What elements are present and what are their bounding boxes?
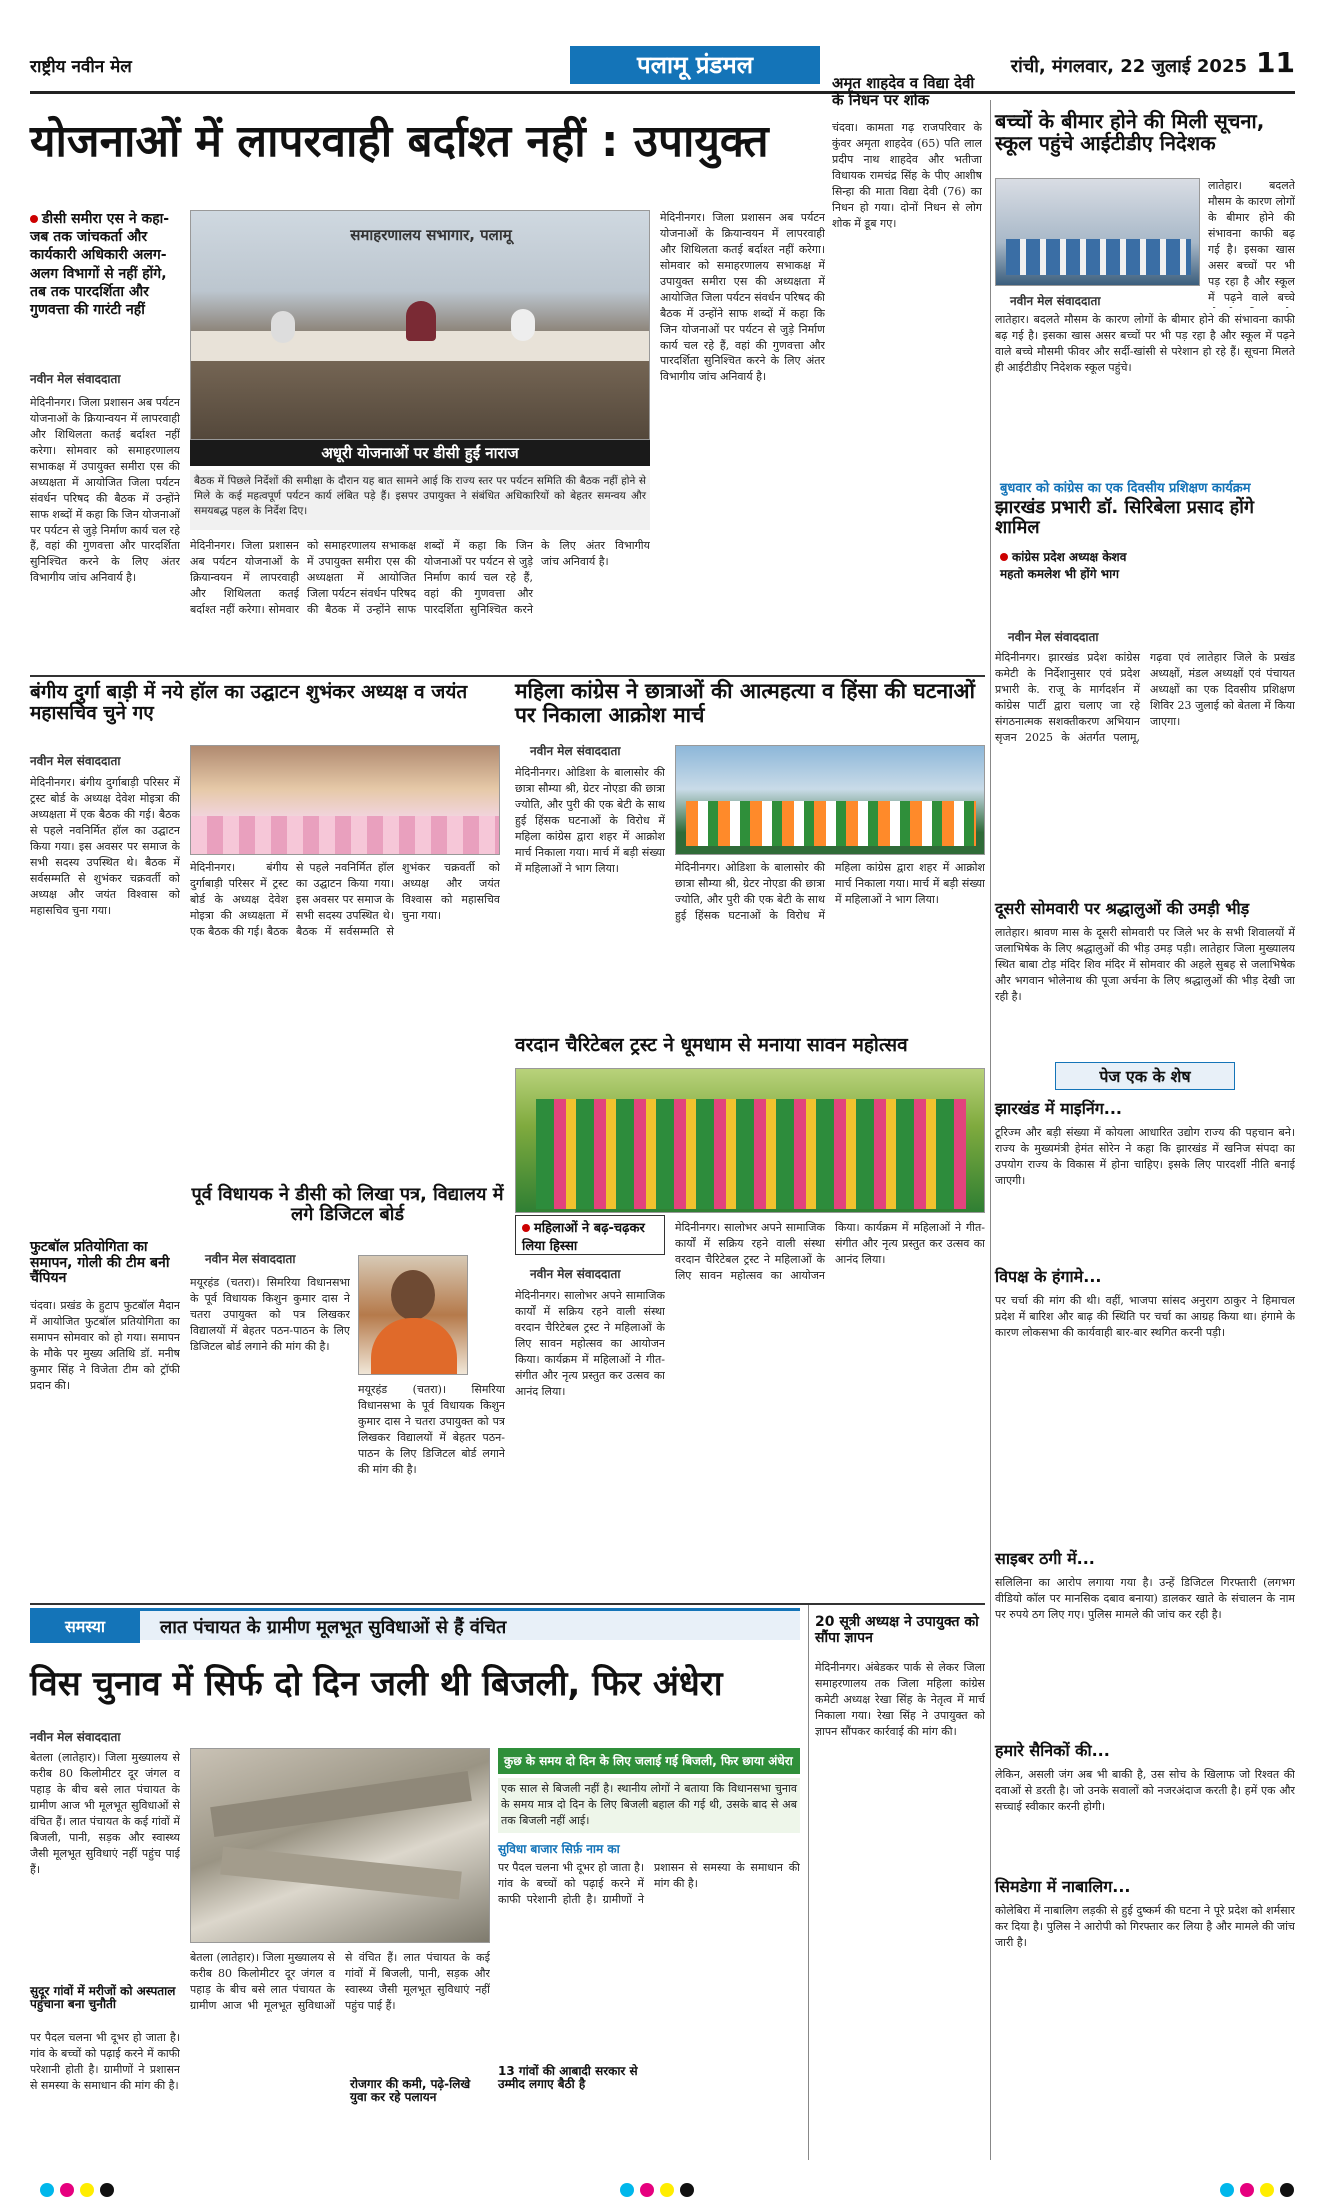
durga-body-2-text: मेदिनीनगर। बंगीय दुर्गाबाड़ी परिसर में ट्रस्ट बोर्ड के अध्यक्ष देवेश मोइत्रा की अध्यक्षता में एक बैठक की गई। बैठक से पहले नवनिर्मित हॉल का उद्घाटन किया गया। इस अवसर पर समाज के सभी सदस्य उपस्थित थे। बैठक में सर्वसम्मति से शुभंकर चक्रवर्ती को अध्यक्ष और जयंत विश्वास को महासचिव चुना गया।	[190, 861, 500, 938]
masthead	[30, 44, 1295, 94]
congress-deck-text: कांग्रेस प्रदेश अध्यक्ष केशव महतो कमलेश भी होंगे भाग	[1000, 550, 1127, 581]
durga-photo	[190, 745, 500, 855]
obituary-headline: अमृत शाहदेव व विद्या देवी के निधन पर शोक	[832, 74, 975, 109]
mining-body: टूरिज्म और बड़ी संख्या में कोयला आधारित उद्योग राज्य की पहचान बने। राज्य के मुख्यमंत्री हेमंत सोरेन ने कहा कि झारखंड में खनिज संपदा का उपयोग राज्य के विकास में होना चाहिए। इसके लिए पारदर्शी नीति बनाई जाएगी।	[995, 1126, 1295, 1187]
congress-kicker: बुधवार को कांग्रेस का एक दिवसीय प्रशिक्षण कार्यक्रम	[1000, 481, 1251, 496]
samasya-body: बेतला (लातेहार)। जिला मुख्यालय से करीब 80 किलोमीटर दूर जंगल व पहाड़ के बीच बसे लात पंचायत के ग्रामीण आज भी मूलभूत सुविधाओं से वंचित हैं। लात पंचायत के कई गांवों में बिजली, पानी, सड़क और स्वास्थ्य जैसी मूलभूत सुविधाएं नहीं पहुंच पाई हैं।	[30, 1751, 180, 1876]
cyber-headline: साइबर ठगी में...	[995, 1549, 1095, 1568]
samasya-photo	[190, 1748, 490, 1943]
mahila-body: मेदिनीनगर। ओडिशा के बालासोर की छात्रा सौम्या श्री, ग्रेटर नोएडा की छात्रा ज्योति, और पुरी की एक बेटी के साथ हुई हिंसक घटनाओं के विरोध में महिला कांग्रेस द्वारा शहर में आक्रोश मार्च निकाला गया। मार्च में बड़ी संख्या में महिलाओं ने भाग लिया।	[515, 766, 665, 875]
simdega-body: कोलेबिरा में नाबालिग लड़की से हुई दुष्कर्म की घटना ने पूरे प्रदेश को शर्मसार कर दिया है। पुलिस ने आरोपी को गिरफ्तार कर लिया है और मामले की जांच जारी है।	[995, 1904, 1295, 1949]
children-body-side-text: लातेहार। बदलते मौसम के कारण लोगों के बीमार होने की संभावना काफी बढ़ गई है। इसका खास असर बच्चों पर भी पड़ रहा है और स्कूल में पढ़ने वाले बच्चे	[1208, 179, 1295, 304]
mla-byline: नवीन मेल संवाददाता	[205, 1252, 296, 1266]
durga-body-2	[190, 860, 500, 1050]
congress-headline: झारखंड प्रभारी डॉ. सिरिबेला प्रसाद होंगे शामिल	[995, 497, 1255, 539]
bullet-icon	[522, 1224, 530, 1232]
opposition-body: पर चर्चा की मांग की थी। वहीं, भाजपा सांसद अनुराग ठाकुर ने हिमाचल प्रदेश में बारिश और बाढ़ की स्थिति पर चर्चा का आग्रह किया था। हंगामे के कारण लोकसभा की कार्यवाही बार-बार स्थगित करनी पड़ी।	[995, 1294, 1295, 1339]
section-title: पलामू प्रंडमल	[570, 46, 820, 84]
sawan-tag-text: महिलाओं ने बढ़-चढ़कर लिया हिस्सा	[522, 1221, 645, 1254]
page-number: 11	[1256, 46, 1295, 79]
children-body-side	[1208, 178, 1295, 308]
lead-deck-text: डीसी समीरा एस ने कहा- जब तक जांचकर्ता और कार्यकारी अधिकारी अलग-अलग विभागों से नहीं होंगे, तब तक पारदर्शिता और गुणवत्ता की गारंटी नहीं	[30, 211, 170, 318]
page-one-rest-tag: पेज एक के शेष	[1055, 1062, 1235, 1090]
samasya-body-mid	[190, 1950, 490, 2070]
samasya-body-right-text: पर पैदल चलना भी दूभर हो जाता है। गांव के बच्चों को पढ़ाई करने में काफी परेशानी होती है। ग्रामीणों ने प्रशासन से समस्या के समाधान की मांग की है।	[498, 1861, 800, 1906]
children-headline: बच्चों के बीमार होने की मिली सूचना, स्कूल पहुंचे आईटीडीए निदेशक	[995, 109, 1265, 156]
samasya-byline: नवीन मेल संवाददाता	[30, 1730, 121, 1744]
samasya-sub1: सुदूर गांवों में मरीजों को अस्पताल पहुंचाना बना चुनौती	[30, 1984, 176, 2012]
samasya-body-right	[498, 1860, 800, 2060]
sawan-tag	[515, 1215, 665, 1255]
mla-body-2-text: मयूरहंड (चतरा)। सिमरिया विधानसभा के पूर्व विधायक किशुन कुमार दास ने चतरा उपायुक्त को पत्र लिखकर विद्यालयों में बेहतर पठन-पाठन के लिए डिजिटल बोर्ड लगाने की मांग की है।	[358, 1383, 505, 1476]
paper-name: राष्ट्रीय नवीन मेल	[30, 57, 132, 77]
sawan-photo	[515, 1068, 985, 1213]
simdega-headline: सिमडेगा में नाबालिग...	[995, 1877, 1131, 1896]
durga-headline: बंगीय दुर्गा बाड़ी में नये हॉल का उद्घाटन शुभंकर अध्यक्ष व जयंत महासचिव चुने गए	[30, 681, 468, 725]
photo-banner: समाहरणालय सभागार, पलामू	[350, 226, 512, 244]
samasya-headline: विस चुनाव में सिर्फ दो दिन जली थी बिजली, फिर अंधेरा	[30, 1664, 723, 1704]
mla-photo	[358, 1255, 468, 1375]
football-headline: फुटबॉल प्रतियोगिता का समापन, गोली की टीम बनी चैंपियन	[30, 1239, 170, 1287]
opposition-headline: विपक्ष के हंगामे...	[995, 1267, 1102, 1286]
samasya-tag: समस्या	[30, 1611, 140, 1643]
samasya-body-lower-text: पर पैदल चलना भी दूभर हो जाता है। गांव के बच्चों को पढ़ाई करने में काफी परेशानी होती है। ग्रामीणों ने प्रशासन से समस्या के समाधान की मांग की है।	[30, 2031, 180, 2092]
bullet-icon	[30, 215, 38, 223]
football-body: चंदवा। प्रखंड के हुटाप फुटबॉल मैदान में आयोजित फुटबॉल प्रतियोगिता का समापन सोमवार को हो गया। समापन के मौके पर मुख्य अतिथि डॉ. मनीष कुमार सिंह ने विजेता टीम को ट्रॉफी प्रदान की।	[30, 1299, 180, 1392]
lead-deck	[30, 210, 170, 319]
lead-body-right-text: मेदिनीनगर। जिला प्रशासन अब पर्यटन योजनाओं के क्रियान्वयन में लापरवाही और शिथिलता कतई बर्दाश्त नहीं करेगा। सोमवार को समाहरणालय सभाकक्ष में उपायुक्त समीरा एस की अध्यक्षता में आयोजित जिला पर्यटन संवर्धन परिषद की बैठक में उन्होंने साफ शब्दों में कहा कि जिन योजनाओं पर पर्यटन से जुड़े निर्माण कार्य चल रहे हैं, वहां की गुणवत्ता और पारदर्शिता सुनिश्चित करने के लिए अंतर विभागीय जांच अनिवार्य है।	[660, 211, 825, 384]
sawan-body: मेदिनीनगर। सालोभर अपने सामाजिक कार्यों में सक्रिय रहने वाली संस्था वरदान चैरिटेबल ट्रस्ट ने महिलाओं के लिए सावन महोत्सव का आयोजन किया। कार्यक्रम में महिलाओं ने गीत-संगीत और नृत्य प्रस्तुत कर उत्सव का आनंद लिया।	[515, 1289, 665, 1398]
lead-body-cols	[190, 538, 650, 668]
lead-caption-text: बैठक में पिछले निर्देशों की समीक्षा के दौरान यह बात सामने आई कि राज्य स्तर पर पर्यटन समिति की बैठक नहीं होने से मिले के कई महत्वपूर्ण पर्यटन कार्य लंबित पड़े हैं। इसपर उपायुक्त ने संबंधित अधिकारियों को बेहतर समन्वय और समयबद्ध पहल के निर्देश दिए।	[190, 470, 650, 530]
section-rule	[30, 1603, 985, 1605]
children-byline: नवीन मेल संवाददाता	[1010, 294, 1101, 308]
lead-body: मेदिनीनगर। जिला प्रशासन अब पर्यटन योजनाओं के क्रियान्वयन में लापरवाही और शिथिलता कतई बर्दाश्त नहीं करेगा। सोमवार को समाहरणालय सभाकक्ष में उपायुक्त समीरा एस की अध्यक्षता में आयोजित जिला पर्यटन संवर्धन परिषद की बैठक में उन्होंने साफ शब्दों में कहा कि जिन योजनाओं पर पर्यटन से जुड़े निर्माण कार्य चल रहे हैं, वहां की गुणवत्ता और पारदर्शिता सुनिश्चित करने के लिए अंतर विभागीय जांच अनिवार्य है।	[30, 396, 180, 585]
twenty-points-body: मेदिनीनगर। अंबेडकर पार्क से लेकर जिला समाहरणालय तक जिला महिला कांग्रेस कमेटी अध्यक्ष रेखा सिंह के नेतृत्व में मार्च निकाला गया। रेखा सिंह ने उपायुक्त को ज्ञापन सौंपकर कार्रवाई की मांग की।	[815, 1661, 985, 1738]
mla-headline: पूर्व विधायक ने डीसी को लिखा पत्र, विद्यालय में लगे डिजिटल बोर्ड	[191, 1184, 504, 1226]
shravan-headline: दूसरी सोमवारी पर श्रद्धालुओं की उमड़ी भीड़	[995, 899, 1250, 918]
lead-headline: योजनाओं में लापरवाही बर्दाश्त नहीं : उपायुक्त	[30, 116, 769, 167]
samasya-sub2: रोजगार की कमी, पढ़े-लिखे युवा कर रहे पलायन	[350, 2077, 471, 2105]
children-photo	[995, 178, 1200, 286]
mahila-body-2	[675, 860, 985, 1025]
sawan-body-2	[675, 1220, 985, 1600]
samasya-kicker: लात पंचायत के ग्रामीण मूलभूत सुविधाओं से हैं वंचित	[160, 1617, 507, 1638]
sawan-headline: वरदान चैरिटेबल ट्रस्ट ने धूमधाम से मनाया सावन महोत्सव	[515, 1034, 908, 1056]
congress-body: मेदिनीनगर। झारखंड प्रदेश कांग्रेस कमेटी के निर्देशानुसार एवं प्रदेश प्रभारी के. राजू के मार्गदर्शन में कांग्रेस पार्टी द्वारा चलाए जा रहे संगठनात्मक सशक्तीकरण अभियान सृजन 2025 के अंतर्गत पलामू, गढ़वा एवं लातेहार जिले के प्रखंड अध्यक्षों, मंडल अध्यक्षों एवं पंचायत अध्यक्षों का एक दिवसीय प्रशिक्षण शिविर 23 जुलाई को बेतला में किया जाएगा।	[995, 651, 1295, 744]
color-registration-marks	[0, 2175, 1325, 2205]
cyber-body: सलिलिना का आरोप लगाया गया है। उन्हें डिजिटल गिरफ्तारी (लगभग वीडियो कॉल पर मानसिक दबाव बनाया) डालकर खाते के संचालन के नाम पर रुपये ठग लिए गए। पुलिस मामले की जांच कर रही है।	[995, 1576, 1295, 1621]
mining-headline: झारखंड में माइनिंग...	[995, 1099, 1122, 1118]
samasya-band	[30, 1608, 800, 1640]
mla-body-2	[358, 1382, 505, 1600]
mahila-body-2-text: मेदिनीनगर। ओडिशा के बालासोर की छात्रा सौम्या श्री, ग्रेटर नोएडा की छात्रा ज्योति, और पुरी की एक बेटी के साथ हुई हिंसक घटनाओं के विरोध में महिला कांग्रेस द्वारा शहर में आक्रोश मार्च निकाला गया। मार्च में बड़ी संख्या में महिलाओं ने भाग लिया।	[675, 861, 985, 922]
samasya-photo-caption: कुछ के समय दो दिन के लिए जलाई गई बिजली, फिर छाया अंधेरा	[498, 1748, 800, 1774]
obituary-body: चंदवा। कामता गढ़ राजपरिवार के कुंवर अमृता शाहदेव (65) पति लाल प्रदीप नाथ शाहदेव और भतीजा विधायक रामचंद्र सिंह के पीए आशीष सिन्हा की माता विद्या देवी (76) का निधन हो गया। दोनों निधन से लोग शोक में डूब गए।	[832, 121, 982, 230]
mahila-byline: नवीन मेल संवाददाता	[530, 744, 621, 758]
soldiers-body: लेकिन, असली जंग अब भी बाकी है, उस सोच के खिलाफ जो रिश्वत की दवाओं से डरती है। जो उनके सवालों को नजरअंदाज करती है। हमें एक और सच्चाई स्वीकार करनी होगी।	[995, 1768, 1295, 1813]
column-rule	[990, 100, 991, 2160]
samasya-body2: एक साल से बिजली नहीं है। स्थानीय लोगों ने बताया कि विधानसभा चुनाव के समय मात्र दो दिन के लिए बिजली बहाल की गई थी, उसके बाद से अब तक बिजली नहीं आई।	[498, 1778, 800, 1833]
lead-photo	[190, 210, 650, 440]
sawan-byline: नवीन मेल संवाददाता	[530, 1267, 621, 1281]
samasya-sub-market: सुविधा बाजार सिर्फ़ नाम का	[498, 1842, 620, 1856]
mahila-headline: महिला कांग्रेस ने छात्राओं की आत्महत्या व हिंसा की घटनाओं पर निकाला आक्रोश मार्च	[515, 679, 975, 727]
samasya-body-mid-text: बेतला (लातेहार)। जिला मुख्यालय से करीब 80 किलोमीटर दूर जंगल व पहाड़ के बीच बसे लात पंचायत के ग्रामीण आज भी मूलभूत सुविधाओं से वंचित हैं। लात पंचायत के कई गांवों में बिजली, पानी, सड़क और स्वास्थ्य जैसी मूलभूत सुविधाएं नहीं पहुंच पाई हैं।	[190, 1951, 490, 2012]
durga-body: मेदिनीनगर। बंगीय दुर्गाबाड़ी परिसर में ट्रस्ट बोर्ड के अध्यक्ष देवेश मोइत्रा की अध्यक्षता में एक बैठक की गई। बैठक से पहले नवनिर्मित हॉल का उद्घाटन किया गया। इस अवसर पर समाज के सभी सदस्य उपस्थित थे। बैठक में सर्वसम्मति से शुभंकर चक्रवर्ती को अध्यक्ष और जयंत विश्वास को महासचिव चुना गया।	[30, 776, 180, 917]
congress-byline: नवीन मेल संवाददाता	[1008, 630, 1099, 644]
bullet-icon	[1000, 553, 1008, 561]
lead-caption-title: अधूरी योजनाओं पर डीसी हुईं नाराज	[190, 440, 650, 466]
congress-deck	[1000, 548, 1140, 582]
dateline: रांची, मंगलवार, 22 जुलाई 2025	[1010, 56, 1247, 77]
section-rule	[30, 675, 985, 677]
soldiers-headline: हमारे सैनिकों की...	[995, 1741, 1110, 1760]
mla-body: मयूरहंड (चतरा)। सिमरिया विधानसभा के पूर्व विधायक किशुन कुमार दास ने चतरा उपायुक्त को पत्र लिखकर विद्यालयों में बेहतर पठन-पाठन के लिए डिजिटल बोर्ड लगाने की मांग की है।	[190, 1276, 350, 1353]
lead-body-right	[660, 210, 825, 668]
twenty-points-headline: 20 सूत्री अध्यक्ष ने उपायुक्त को सौंपा ज्ञापन	[815, 1614, 979, 1646]
children-body: लातेहार। बदलते मौसम के कारण लोगों के बीमार होने की संभावना काफी बढ़ गई है। इसका खास असर बच्चों पर भी पड़ रहा है और स्कूल में पढ़ने वाले बच्चे मौसमी फीवर और सर्दी-खांसी से परेशान हो रहे हैं। सूचना मिलते ही आईटीडीए निदेशक स्कूल पहुंचे।	[995, 313, 1295, 374]
sawan-body-2-text: मेदिनीनगर। सालोभर अपने सामाजिक कार्यों में सक्रिय रहने वाली संस्था वरदान चैरिटेबल ट्रस्ट ने महिलाओं के लिए सावन महोत्सव का आयोजन किया। कार्यक्रम में महिलाओं ने गीत-संगीत और नृत्य प्रस्तुत कर उत्सव का आनंद लिया।	[675, 1221, 985, 1282]
durga-byline: नवीन मेल संवाददाता	[30, 754, 121, 768]
column-rule	[808, 1605, 809, 2160]
lead-byline: नवीन मेल संवाददाता	[30, 372, 121, 386]
shravan-body: लातेहार। श्रावण मास के दूसरी सोमवारी पर जिले भर के सभी शिवालयों में जलाभिषेक के लिए श्रद्धालुओं की भीड़ उमड़ पड़ी। लातेहार जिला मुख्यालय स्थित बाबा टोड़ मंदिर शिव मंदिर में सोमवार की अहले सुबह से जलाभिषेक और भगवान भोलेनाथ की पूजा अर्चना के लिए श्रद्धालुओं की भीड़ देखी जा रही है।	[995, 926, 1295, 1003]
mahila-photo	[675, 745, 985, 855]
samasya-body-lower	[30, 2030, 180, 2145]
samasya-sub3: 13 गांवों की आबादी सरकार से उम्मीद लगाए बैठी है	[498, 2064, 638, 2092]
lead-body-continued: मेदिनीनगर। जिला प्रशासन अब पर्यटन योजनाओं के क्रियान्वयन में लापरवाही और शिथिलता कतई बर्दाश्त नहीं करेगा। सोमवार को समाहरणालय सभाकक्ष में उपायुक्त समीरा एस की अध्यक्षता में आयोजित जिला पर्यटन संवर्धन परिषद की बैठक में उन्होंने साफ शब्दों में कहा कि जिन योजनाओं पर पर्यटन से जुड़े निर्माण कार्य चल रहे हैं, वहां की गुणवत्ता और पारदर्शिता सुनिश्चित करने के लिए अंतर विभागीय जांच अनिवार्य है।	[190, 539, 650, 616]
